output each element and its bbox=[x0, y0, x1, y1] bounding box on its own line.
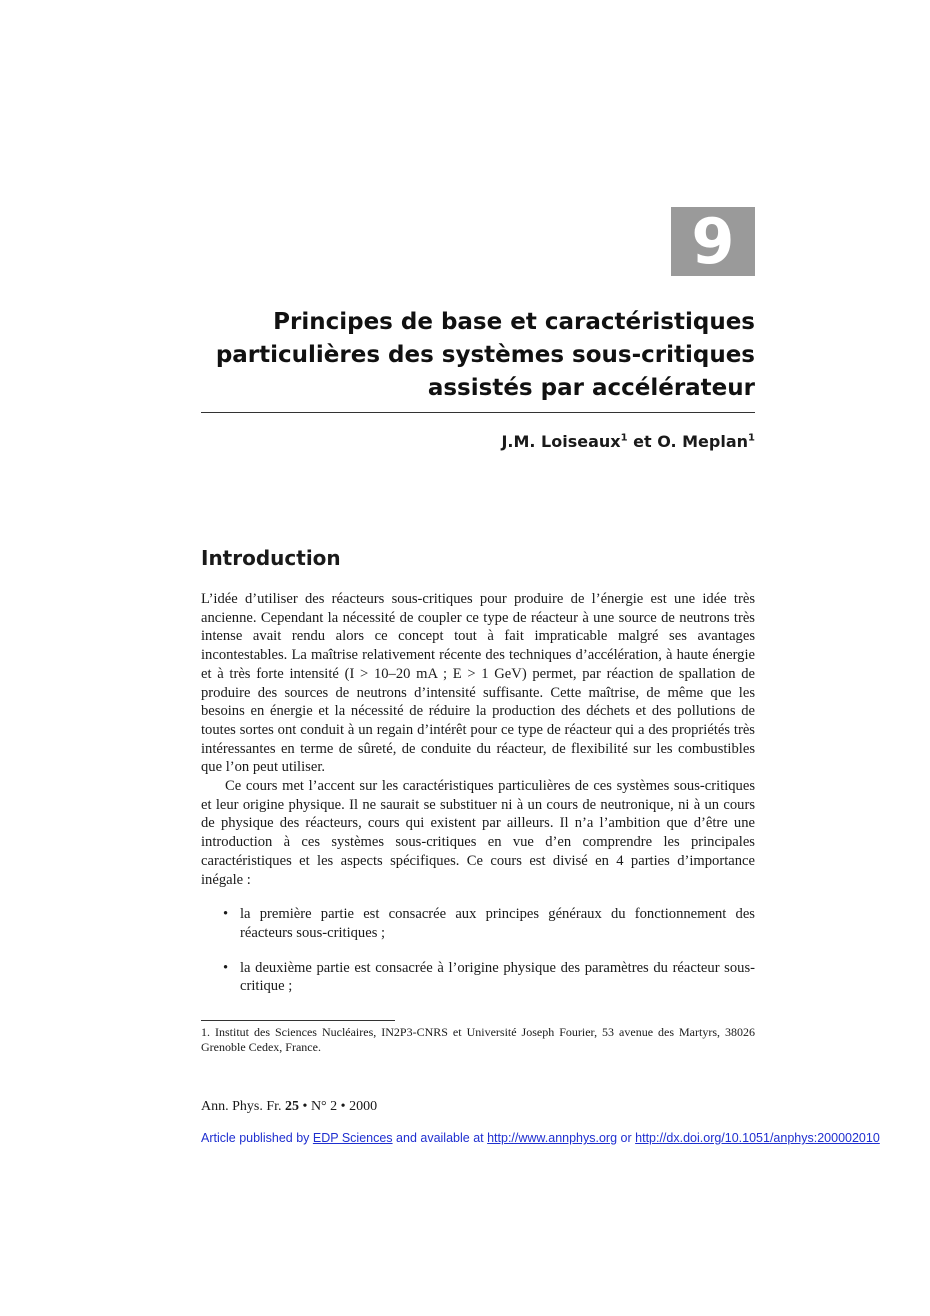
bullet-icon: • bbox=[223, 906, 229, 923]
chapter-number-box bbox=[671, 207, 755, 276]
list-item bbox=[201, 905, 755, 942]
journal-issue: N° 2 bbox=[310, 1099, 338, 1114]
notice-text: Article published by bbox=[201, 1131, 310, 1145]
publisher-link[interactable]: EDP Sciences bbox=[312, 1131, 393, 1145]
doi-link[interactable]: http://dx.doi.org/10.1051/anphys:200002010 bbox=[635, 1131, 880, 1145]
section-heading: Introduction bbox=[201, 546, 341, 570]
journal-volume: 25 bbox=[285, 1099, 300, 1114]
footnote: 1. Institut des Sciences Nucléaires, IN2P3-CNRS et Université Joseph Fourier, 53 avenue des Martyrs, 38026 Grenoble Cedex, France. bbox=[201, 1025, 755, 1054]
list-item-text: la deuxième partie est consacrée à l’origine physique des paramètres du réacteur sous-critique ; bbox=[240, 959, 755, 995]
affiliation-marker: 1 bbox=[748, 432, 755, 444]
title-line: assistés par accélérateur bbox=[427, 375, 755, 401]
affiliation-marker: 1 bbox=[620, 432, 628, 444]
notice-text: and available at bbox=[396, 1131, 484, 1145]
bullet-list bbox=[201, 905, 755, 996]
list-item bbox=[201, 959, 755, 996]
author-name: O. Meplan bbox=[657, 432, 749, 451]
list-item-text: la première partie est consacrée aux principes généraux du fonctionnement des réacteurs sous-critiques ; bbox=[240, 906, 755, 941]
title-divider bbox=[201, 412, 755, 413]
paragraph: Ce cours met l’accent sur les caractéristiques particulières de ces systèmes sous-critiques et leur origine physique. Il ne saurait se substituer ni à un cours de neutronique, ni à un cours de physique des réacteurs, cours qui existent par ailleurs. Il n’a l’ambition que d’être une introduction à ces systèmes sous-critiques en vue d’en comprendre les principales caractéristiques et les aspects spécifiques. Ce cours est divisé en 4 parties d’importance inégale : bbox=[201, 778, 755, 888]
journal-site-link[interactable]: http://www.annphys.org bbox=[487, 1131, 618, 1145]
separator-icon: • bbox=[302, 1099, 308, 1114]
title-line: Principes de base et caractéristiques bbox=[273, 309, 755, 335]
bullet-icon: • bbox=[223, 959, 229, 976]
journal-reference bbox=[201, 1099, 377, 1115]
chapter-title bbox=[155, 306, 755, 405]
author-name: J.M. Loiseaux bbox=[501, 432, 621, 451]
journal-name: Ann. Phys. Fr. bbox=[201, 1099, 282, 1114]
paragraph: L’idée d’utiliser des réacteurs sous-critiques pour produire de l’énergie est une idée très ancienne. Cependant la nécessité de coupler ce type de réacteur à une source de neutrons très intense avait rendu alors ce concept tout à fait impraticable malgré ses avantages incontestables. La maîtrise relativement récente des techniques d’accélération, à haute énergie et à très forte intensité (I > 10–20 mA ; E > 1 GeV) permet, par réaction de spallation de produire des sources de neutrons d’intensité suffisante. Cette maîtrise, de même que les besoins en énergie et la nécessité de réduire la production des déchets et des pollutions de toutes sortes ont conduit à un regain d’intérêt pour ce type de réacteur qui a des propriétés très intéressantes en terme de sûreté, de conduite du réacteur, de flexibilité sur les combustibles que l’on peut utiliser. bbox=[201, 591, 755, 776]
chapter-number: 9 bbox=[691, 205, 735, 278]
author-conjunction: et bbox=[633, 432, 652, 451]
body-text bbox=[201, 590, 755, 996]
publication-notice bbox=[201, 1131, 880, 1145]
author-line bbox=[501, 432, 755, 451]
title-line: particulières des systèmes sous-critiques bbox=[215, 342, 755, 368]
journal-year: 2000 bbox=[349, 1099, 378, 1114]
notice-text: or bbox=[620, 1131, 632, 1145]
footnote-divider bbox=[201, 1020, 395, 1021]
separator-icon: • bbox=[340, 1099, 346, 1114]
